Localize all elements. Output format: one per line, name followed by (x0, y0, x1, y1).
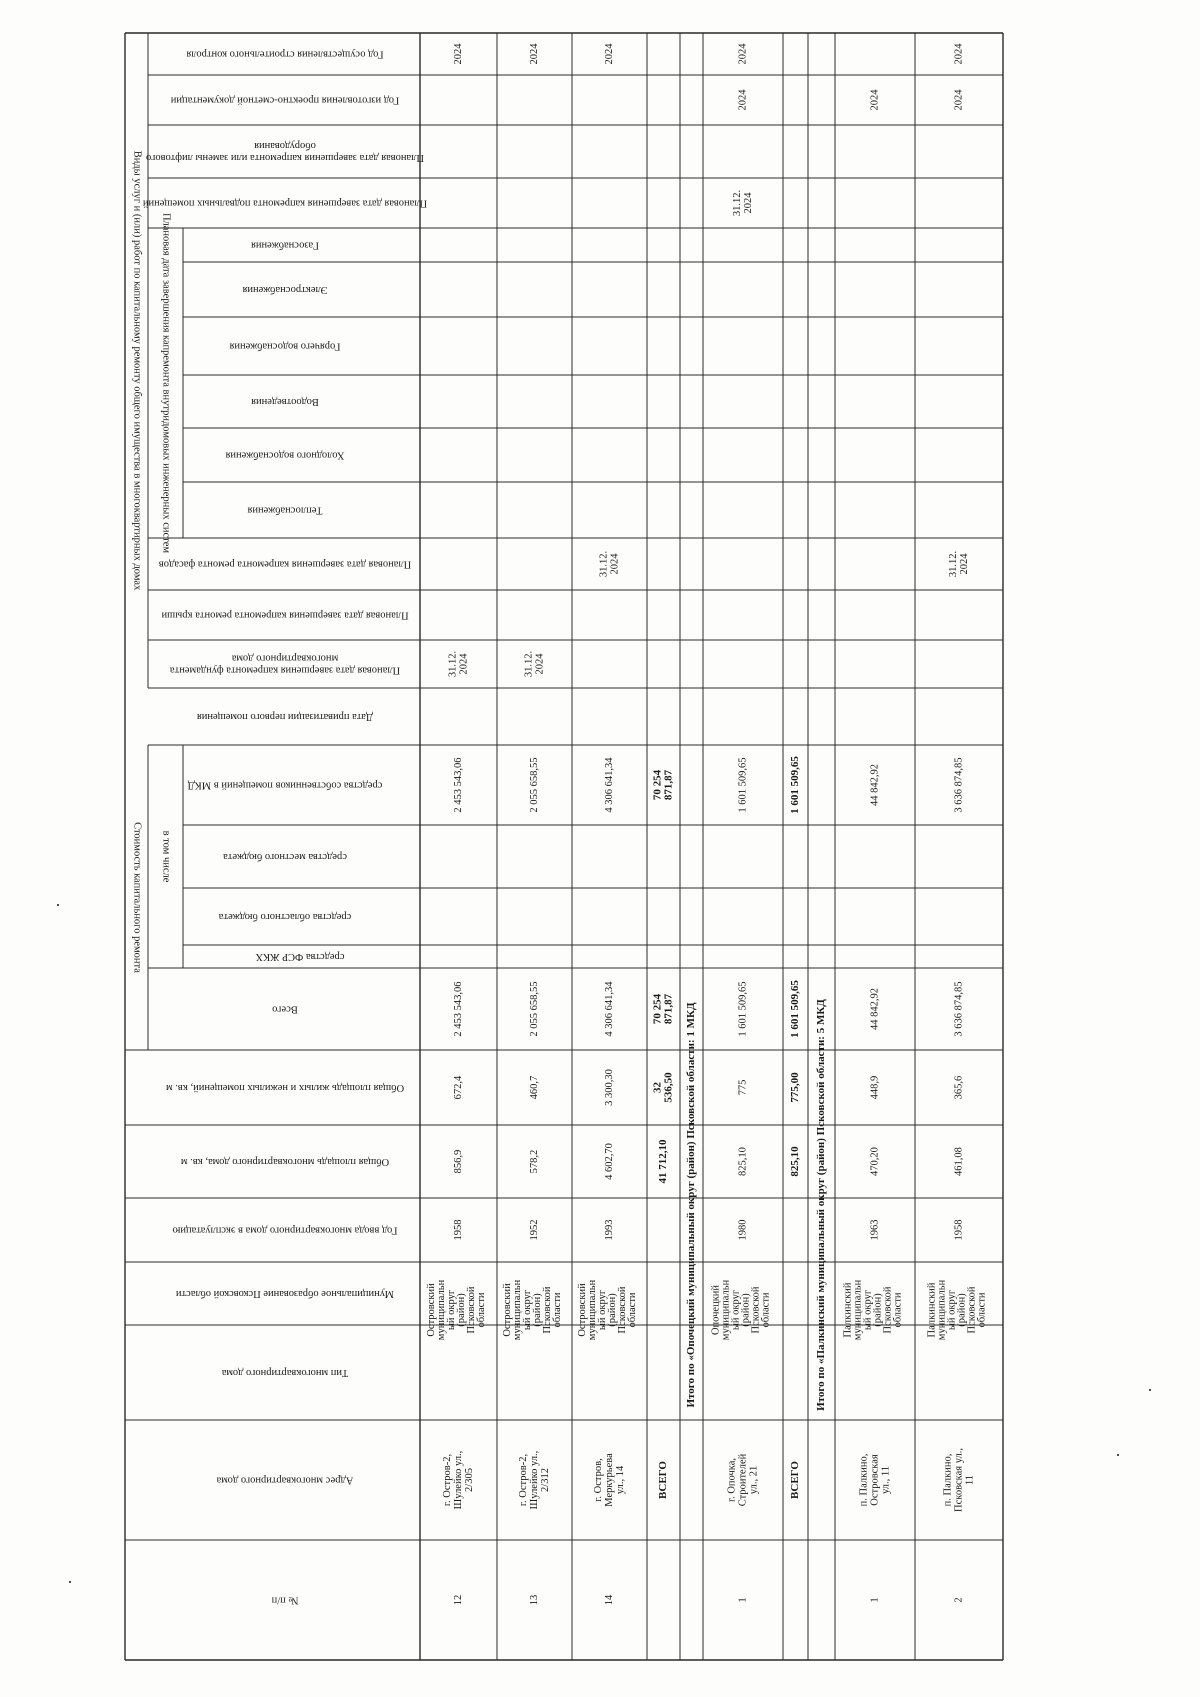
works-group-title: Виды услуг и (или) работ по капитальному ремонту общего имущества в многоквартирных домах (131, 150, 143, 591)
svg-text:(район): (район) (531, 1293, 543, 1327)
row-ostrov-13-cost-owners: 2 055 658,55 (528, 757, 540, 813)
row-ostrov-14-living-area: 3 300,30 (603, 1069, 615, 1106)
row-palkino-2-cost-owners: 3 636 874,85 (953, 757, 965, 813)
header-heat (247, 505, 322, 516)
svg-text:области: области (551, 1292, 563, 1328)
row-opochka-1-year: 1980 (737, 1219, 749, 1241)
row-palkino-1-num: 1 (869, 1597, 881, 1603)
row-palkino-2-control-year: 2024 (953, 43, 965, 65)
svg-text:Год осуществления строительног: Год осуществления строительного контроля (186, 48, 384, 60)
row-ostrov-14-facade-date (598, 551, 620, 577)
row-ostrov-14-control-year: 2024 (603, 43, 615, 65)
svg-text:г. Остров-2,: г. Остров-2, (441, 1453, 453, 1507)
row-opochka-1-control-year: 2024 (737, 43, 749, 65)
scan-speck (1149, 1389, 1151, 1391)
total-opochka-cost: 1 601 509,65 (789, 980, 802, 1038)
scan-speck (69, 1581, 71, 1583)
svg-text:№ п/п: № п/п (271, 1594, 299, 1606)
svg-text:70 254: 70 254 (651, 993, 664, 1025)
svg-text:Год ввода многоквартирного дом: Год ввода многоквартирного дома в эксплуатацию (172, 1224, 398, 1236)
row-ostrov-13-control-year: 2024 (528, 43, 540, 65)
cost-group-title: Стоимость капитального ремонта (131, 822, 143, 973)
row-palkino-1-total-area: 470,20 (869, 1147, 881, 1176)
svg-text:ул., 21: ул., 21 (748, 1465, 760, 1495)
row-ostrov-13-total-area: 578,2 (528, 1149, 540, 1174)
row-ostrov-13-municipality (502, 1279, 563, 1340)
svg-text:многоквартирного дома: многоквартирного дома (231, 652, 339, 664)
svg-text:муниципальн: муниципальн (852, 1279, 864, 1341)
row-ostrov-12-total-area: 856,9 (452, 1149, 464, 1174)
row-ostrov-14-cost-owners: 4 306 641,34 (603, 757, 615, 813)
svg-text:муниципальн: муниципальн (720, 1279, 732, 1341)
total-ostrov-label: ВСЕГО (657, 1461, 670, 1499)
total-ostrov-area: 41 712,10 (657, 1139, 670, 1184)
row-palkino-2-design-year: 2024 (953, 89, 965, 111)
row-ostrov-13-num: 13 (528, 1594, 540, 1606)
svg-text:ый округ: ый округ (596, 1289, 608, 1331)
row-palkino-1-address (858, 1454, 891, 1507)
header-facade (159, 559, 412, 570)
header-year (172, 1225, 397, 1236)
total-ostrov-living (652, 1072, 675, 1103)
svg-text:Шулейко ул.,: Шулейко ул., (452, 1450, 464, 1510)
svg-text:2024: 2024 (609, 553, 621, 575)
total-opochka-living: 775,00 (789, 1072, 802, 1103)
header-roof (161, 610, 409, 621)
svg-text:(район): (район) (872, 1293, 884, 1327)
svg-text:муниципальн: муниципальн (936, 1279, 948, 1341)
svg-text:Теплоснабжения: Теплоснабжения (247, 504, 323, 516)
header-address (216, 1475, 353, 1486)
row-ostrov-14-total-area: 4 602,70 (603, 1143, 615, 1180)
svg-text:Плановая дата завершения капре: Плановая дата завершения капремонта фундамента (169, 664, 401, 676)
total-opochka-area: 825,10 (789, 1146, 802, 1177)
svg-text:Плановая дата завершения капре: Плановая дата завершения капремонта внутридомовых инженерных систем (160, 212, 172, 554)
header-hot-water (229, 341, 340, 352)
svg-text:Плановая дата завершения капре: Плановая дата завершения капремонта ремонта фасадов (158, 558, 412, 570)
header-basement (143, 198, 428, 209)
svg-text:Общая площадь многоквартирного: Общая площадь многоквартирного дома, кв. м (180, 1156, 390, 1168)
header-cost-region (218, 911, 351, 922)
header-cost-owners (188, 780, 383, 791)
row-opochka-1-address (726, 1453, 759, 1506)
row-ostrov-14-year: 1993 (603, 1219, 615, 1241)
header-foundation (170, 653, 401, 676)
row-palkino-2-address (942, 1448, 975, 1512)
svg-text:муниципальн: муниципальн (586, 1279, 598, 1341)
row-palkino-2-living-area: 365,6 (953, 1075, 965, 1100)
svg-text:Псковской: Псковской (750, 1286, 762, 1334)
svg-text:31.12.: 31.12. (523, 650, 535, 678)
row-palkino-1-cost-owners: 44 842,92 (869, 764, 881, 806)
row-ostrov-13-address (518, 1451, 551, 1510)
svg-text:п. Палкино,: п. Палкино, (942, 1453, 954, 1507)
svg-text:ый округ: ый округ (521, 1289, 533, 1331)
row-ostrov-12-municipality (426, 1279, 487, 1340)
svg-text:п. Палкино,: п. Палкино, (858, 1453, 870, 1507)
svg-text:Общая площадь жилых и нежилых: Общая площадь жилых и нежилых помещений, кв. м (165, 1082, 405, 1094)
header-cost-total (272, 1004, 298, 1015)
svg-text:Плановая дата завершения капре: Плановая дата завершения капремонта или замены лифтового (146, 152, 424, 164)
row-ostrov-12-control-year: 2024 (452, 43, 464, 65)
svg-text:Псковской: Псковской (882, 1286, 894, 1334)
header-municipality (176, 1288, 394, 1299)
svg-text:Островский: Островский (501, 1283, 513, 1337)
row-opochka-1-cost-owners: 1 601 509,65 (737, 757, 749, 813)
svg-text:Тип многоквартирного дома: Тип многоквартирного дома (221, 1367, 349, 1379)
scan-speck (57, 904, 59, 906)
row-ostrov-14-cost-total: 4 306 641,34 (603, 981, 615, 1037)
row-opochka-1-cost-total: 1 601 509,65 (737, 981, 749, 1037)
row-ostrov-13-foundation-date (523, 651, 545, 677)
svg-text:Островская: Островская (869, 1454, 881, 1506)
header-privatization (197, 711, 373, 722)
total-opochka-owners: 1 601 509,65 (789, 756, 802, 814)
svg-text:Палкинский: Палкинский (926, 1282, 938, 1338)
row-ostrov-12-foundation-date (447, 651, 469, 677)
header-design-year (170, 95, 399, 106)
svg-text:(район): (район) (956, 1293, 968, 1327)
total-opochka-label: ВСЕГО (789, 1461, 802, 1499)
section-opochka-title: Итого по «Опочецкий муниципальный округ (район) Псковской области: 1 МКД (685, 1002, 698, 1408)
svg-text:Плановая дата завершения капре: Плановая дата завершения капремонта подвальных помещений (142, 197, 428, 209)
svg-text:г. Опочка,: г. Опочка, (726, 1457, 738, 1503)
svg-text:Опочецкий: Опочецкий (710, 1284, 722, 1336)
row-ostrov-12-living-area: 672,4 (452, 1075, 464, 1100)
row-palkino-1-design-year: 2024 (869, 89, 881, 111)
svg-text:Псковской: Псковской (465, 1286, 477, 1334)
row-ostrov-13-living-area: 460,7 (528, 1075, 540, 1100)
row-ostrov-13-cost-total: 2 055 658,55 (528, 981, 540, 1037)
svg-text:области: области (626, 1292, 638, 1328)
svg-text:г. Остров-2,: г. Остров-2, (517, 1453, 529, 1507)
svg-text:(район): (район) (740, 1293, 752, 1327)
header-control-year (186, 49, 383, 60)
svg-text:31.12.: 31.12. (947, 550, 959, 578)
svg-text:Горячего водоснабжения: Горячего водоснабжения (229, 340, 341, 352)
row-palkino-2-total-area: 461,08 (953, 1147, 965, 1176)
total-ostrov-cost (652, 993, 675, 1024)
row-palkino-1-municipality (842, 1279, 903, 1340)
svg-text:11: 11 (964, 1474, 976, 1486)
svg-text:Адрес многоквартирного дома: Адрес многоквартирного дома (216, 1474, 354, 1486)
row-ostrov-12-cost-owners: 2 453 543,06 (452, 757, 464, 813)
svg-text:2024: 2024 (742, 192, 754, 214)
svg-text:2/305: 2/305 (463, 1468, 475, 1492)
svg-text:средства областного бюджета: средства областного бюджета (218, 911, 352, 923)
row-ostrov-12-year: 1958 (452, 1219, 464, 1241)
svg-text:Дата приватизации первого поме: Дата приватизации первого помещения (196, 711, 374, 723)
header-total-area (180, 1156, 389, 1167)
header-elevator (146, 140, 424, 163)
row-palkino-2-municipality (926, 1279, 987, 1340)
svg-text:ул., 11: ул., 11 (880, 1465, 892, 1495)
svg-text:536,50: 536,50 (662, 1072, 675, 1103)
header-electric (242, 284, 327, 295)
svg-text:Плановая дата завершения капре: Плановая дата завершения капремонта ремонта крыши (161, 609, 409, 621)
row-opochka-1-living-area: 775 (737, 1079, 749, 1096)
svg-text:средства собственников помещен: средства собственников помещений в МКД (187, 779, 383, 791)
header-cost-fund (255, 951, 344, 962)
svg-text:2024: 2024 (534, 653, 546, 675)
svg-text:31.12.: 31.12. (598, 550, 610, 578)
row-ostrov-12-num: 12 (452, 1594, 464, 1606)
engineering-group-title (161, 213, 172, 553)
row-opochka-1-municipality (710, 1279, 771, 1340)
svg-text:муниципальн: муниципальн (435, 1279, 447, 1341)
svg-text:32: 32 (651, 1082, 664, 1093)
svg-text:Палкинский: Палкинский (842, 1282, 854, 1338)
svg-text:Холодного водоснабжения: Холодного водоснабжения (225, 449, 345, 461)
svg-text:Строителей: Строителей (737, 1453, 749, 1507)
svg-text:(район): (район) (455, 1293, 467, 1327)
svg-text:оборудования: оборудования (254, 140, 316, 152)
svg-text:Электроснабжения: Электроснабжения (242, 284, 328, 296)
svg-text:871,87: 871,87 (662, 993, 675, 1025)
row-palkino-2-facade-date (948, 551, 970, 577)
header-cold-water (225, 450, 344, 461)
header-num (271, 1595, 298, 1606)
svg-text:Всего: Всего (272, 1003, 298, 1015)
svg-text:Муниципальное образование Пско: Муниципальное образование Псковской области (175, 1288, 395, 1300)
row-ostrov-14-municipality (577, 1279, 638, 1340)
svg-text:средства местного бюджета: средства местного бюджета (223, 851, 347, 863)
total-ostrov-owners (652, 769, 675, 800)
row-palkino-1-cost-total: 44 842,92 (869, 988, 881, 1030)
svg-text:(район): (район) (606, 1293, 618, 1327)
row-opochka-1-num: 1 (737, 1597, 749, 1603)
row-palkino-1-year: 1963 (869, 1219, 881, 1241)
svg-text:ый округ: ый округ (862, 1289, 874, 1331)
row-opochka-1-design-year: 2024 (737, 89, 749, 111)
svg-text:Год изготовления проектно-смет: Год изготовления проектно-сметной документации (170, 94, 400, 106)
svg-text:Шулейко ул.,: Шулейко ул., (528, 1450, 540, 1510)
svg-text:2024: 2024 (458, 653, 470, 675)
svg-text:области: области (976, 1292, 988, 1328)
svg-text:31.12.: 31.12. (447, 650, 459, 678)
row-ostrov-13-year: 1952 (528, 1219, 540, 1241)
svg-text:Островский: Островский (576, 1283, 588, 1337)
scan-speck (1117, 1454, 1119, 1456)
row-ostrov-14-num: 14 (603, 1594, 615, 1606)
svg-text:средства ФСР ЖКХ: средства ФСР ЖКХ (255, 951, 345, 963)
header-type (221, 1367, 348, 1378)
header-cost-local (223, 851, 347, 862)
row-palkino-1-living-area: 448,9 (869, 1075, 881, 1100)
svg-text:области: области (475, 1292, 487, 1328)
svg-text:Меркурьева: Меркурьева (603, 1453, 615, 1507)
svg-text:Островский: Островский (425, 1283, 437, 1337)
svg-text:Псковской: Псковской (541, 1286, 553, 1334)
section-palkino-title: Итого по «Палкинский муниципальный округ (район) Псковской области: 5 МКД (815, 999, 828, 1411)
row-opochka-1-total-area: 825,10 (737, 1147, 749, 1176)
svg-text:Псковской: Псковской (966, 1286, 978, 1334)
svg-text:муниципальн: муниципальн (511, 1279, 523, 1341)
svg-text:Водоотведения: Водоотведения (251, 396, 319, 408)
svg-text:области: области (892, 1292, 904, 1328)
header-living-area (166, 1082, 404, 1093)
svg-text:ый округ: ый округ (946, 1289, 958, 1331)
svg-text:ый округ: ый округ (730, 1289, 742, 1331)
row-palkino-2-year: 1958 (953, 1219, 965, 1241)
svg-text:ул., 14: ул., 14 (614, 1465, 626, 1495)
svg-text:2024: 2024 (958, 553, 970, 575)
svg-text:области: области (760, 1292, 772, 1328)
svg-text:Псковской: Псковской (616, 1286, 628, 1334)
header-gas (251, 240, 319, 251)
header-sewer (251, 396, 319, 407)
row-palkino-2-num: 2 (953, 1597, 965, 1603)
including-group-title: в том числе (160, 830, 172, 883)
svg-text:31.12.: 31.12. (731, 189, 743, 217)
svg-text:871,87: 871,87 (662, 769, 675, 801)
svg-text:2/312: 2/312 (539, 1468, 551, 1492)
row-ostrov-14-address (593, 1453, 626, 1507)
svg-text:г. Остров,: г. Остров, (592, 1458, 604, 1502)
svg-text:Псковская ул.,: Псковская ул., (953, 1448, 965, 1512)
svg-text:Газоснабжения: Газоснабжения (251, 239, 319, 251)
row-ostrov-12-cost-total: 2 453 543,06 (452, 981, 464, 1037)
row-ostrov-12-address (442, 1451, 475, 1510)
row-palkino-2-cost-total: 3 636 874,85 (953, 981, 965, 1037)
row-opochka-1-basement-date (732, 190, 754, 216)
svg-text:70 254: 70 254 (651, 769, 664, 801)
svg-text:ый округ: ый округ (445, 1289, 457, 1331)
